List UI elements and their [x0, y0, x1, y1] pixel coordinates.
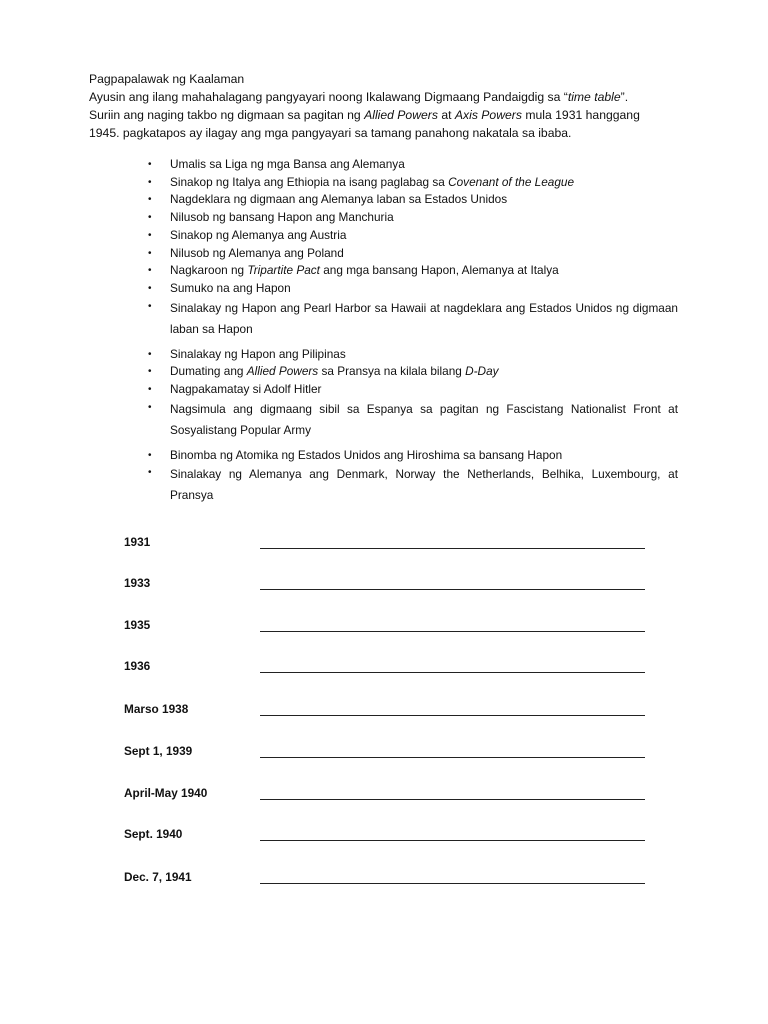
- timeline-row: 1931: [124, 535, 654, 555]
- timeline-row: Marso 1938: [124, 702, 654, 722]
- timeline-row: Sept 1, 1939: [124, 744, 654, 764]
- list-item: • Sumuko na ang Hapon: [148, 280, 678, 298]
- timeline-row: Sept. 1940: [124, 827, 654, 847]
- answer-blank[interactable]: [260, 659, 645, 673]
- bullet-icon: •: [148, 282, 152, 294]
- bullet-icon: •: [148, 401, 152, 413]
- bullet-icon: •: [148, 194, 152, 206]
- answer-blank[interactable]: [260, 576, 645, 590]
- list-item: • Sinakop ng Alemanya ang Austria: [148, 227, 678, 245]
- bullet-icon: •: [148, 176, 152, 188]
- list-item: • Sinalakay ng Hapon ang Pilipinas: [148, 346, 678, 364]
- list-item: • Nagsimula ang digmaang sibil sa Espanya sa pagitan ng Fascistang Nationalist Front at Sosyalistang Popular Army: [148, 399, 678, 441]
- bullet-icon: •: [148, 384, 152, 396]
- list-item: • Nagdeklara ng digmaan ang Alemanya laban sa Estados Unidos: [148, 191, 678, 209]
- bullet-icon: •: [148, 159, 152, 170]
- list-item: • Dumating ang Allied Powers sa Pransya na kilala bilang D-Day: [148, 363, 678, 381]
- answer-blank[interactable]: [260, 535, 645, 549]
- list-item: • Nilusob ng bansang Hapon ang Manchuria: [148, 209, 678, 227]
- list-item: • Binomba ng Atomika ng Estados Unidos ang Hiroshima sa bansang Hapon: [148, 447, 678, 465]
- timeline-row: 1933: [124, 576, 654, 596]
- list-item: • Sinalakay ng Alemanya ang Denmark, Norway the Netherlands, Belhika, Luxembourg, at Pransya: [148, 464, 678, 506]
- timeline-row: 1936: [124, 659, 654, 679]
- answer-blank[interactable]: [260, 702, 645, 716]
- bullet-icon: •: [148, 366, 152, 378]
- answer-blank[interactable]: [260, 618, 645, 632]
- answer-blank[interactable]: [260, 827, 645, 841]
- bullet-icon: •: [148, 265, 152, 277]
- list-item: • Nilusob ng Alemanya ang Poland: [148, 245, 678, 263]
- instructions-line-2: Suriin ang naging takbo ng digmaan sa pagitan ng Allied Powers at Axis Powers mula 1931 hanggang: [89, 108, 640, 122]
- list-item: • Nagpakamatay si Adolf Hitler: [148, 381, 678, 399]
- bullet-icon: •: [148, 300, 152, 312]
- list-item: • Nagkaroon ng Tripartite Pact ang mga bansang Hapon, Alemanya at Italya: [148, 262, 678, 280]
- list-item: • Sinakop ng Italya ang Ethiopia na isang paglabag sa Covenant of the League: [148, 174, 678, 192]
- instructions-line-3: 1945. pagkatapos ay ilagay ang mga pangyayari sa tamang panahong nakatala sa ibaba.: [89, 126, 572, 140]
- bullet-icon: •: [148, 449, 152, 461]
- answer-blank[interactable]: [260, 744, 645, 758]
- answer-blank[interactable]: [260, 870, 645, 884]
- events-list: [148, 156, 678, 506]
- timeline-row: 1935: [124, 618, 654, 638]
- instructions-line-1: Ayusin ang ilang mahahalagang pangyayari noong Ikalawang Digmaang Pandaigdig sa “time table”.: [89, 90, 629, 104]
- bullet-icon: •: [148, 212, 152, 224]
- answer-blank[interactable]: [260, 786, 645, 800]
- bullet-icon: •: [148, 229, 152, 241]
- timeline-row: April-May 1940: [124, 786, 654, 806]
- list-item: • Umalis sa Liga ng mga Bansa ang Alemanya: [148, 156, 678, 174]
- timeline-row: Dec. 7, 1941: [124, 870, 654, 890]
- bullet-icon: •: [148, 467, 152, 479]
- bullet-icon: •: [148, 247, 152, 259]
- instructions-section: [89, 70, 679, 142]
- bullet-icon: •: [148, 348, 152, 360]
- list-item: • Sinalakay ng Hapon ang Pearl Harbor sa Hawaii at nagdeklara ang Estados Unidos ng digmaan laban sa Hapon: [148, 298, 678, 340]
- worksheet-title: Pagpapalawak ng Kaalaman: [89, 72, 245, 86]
